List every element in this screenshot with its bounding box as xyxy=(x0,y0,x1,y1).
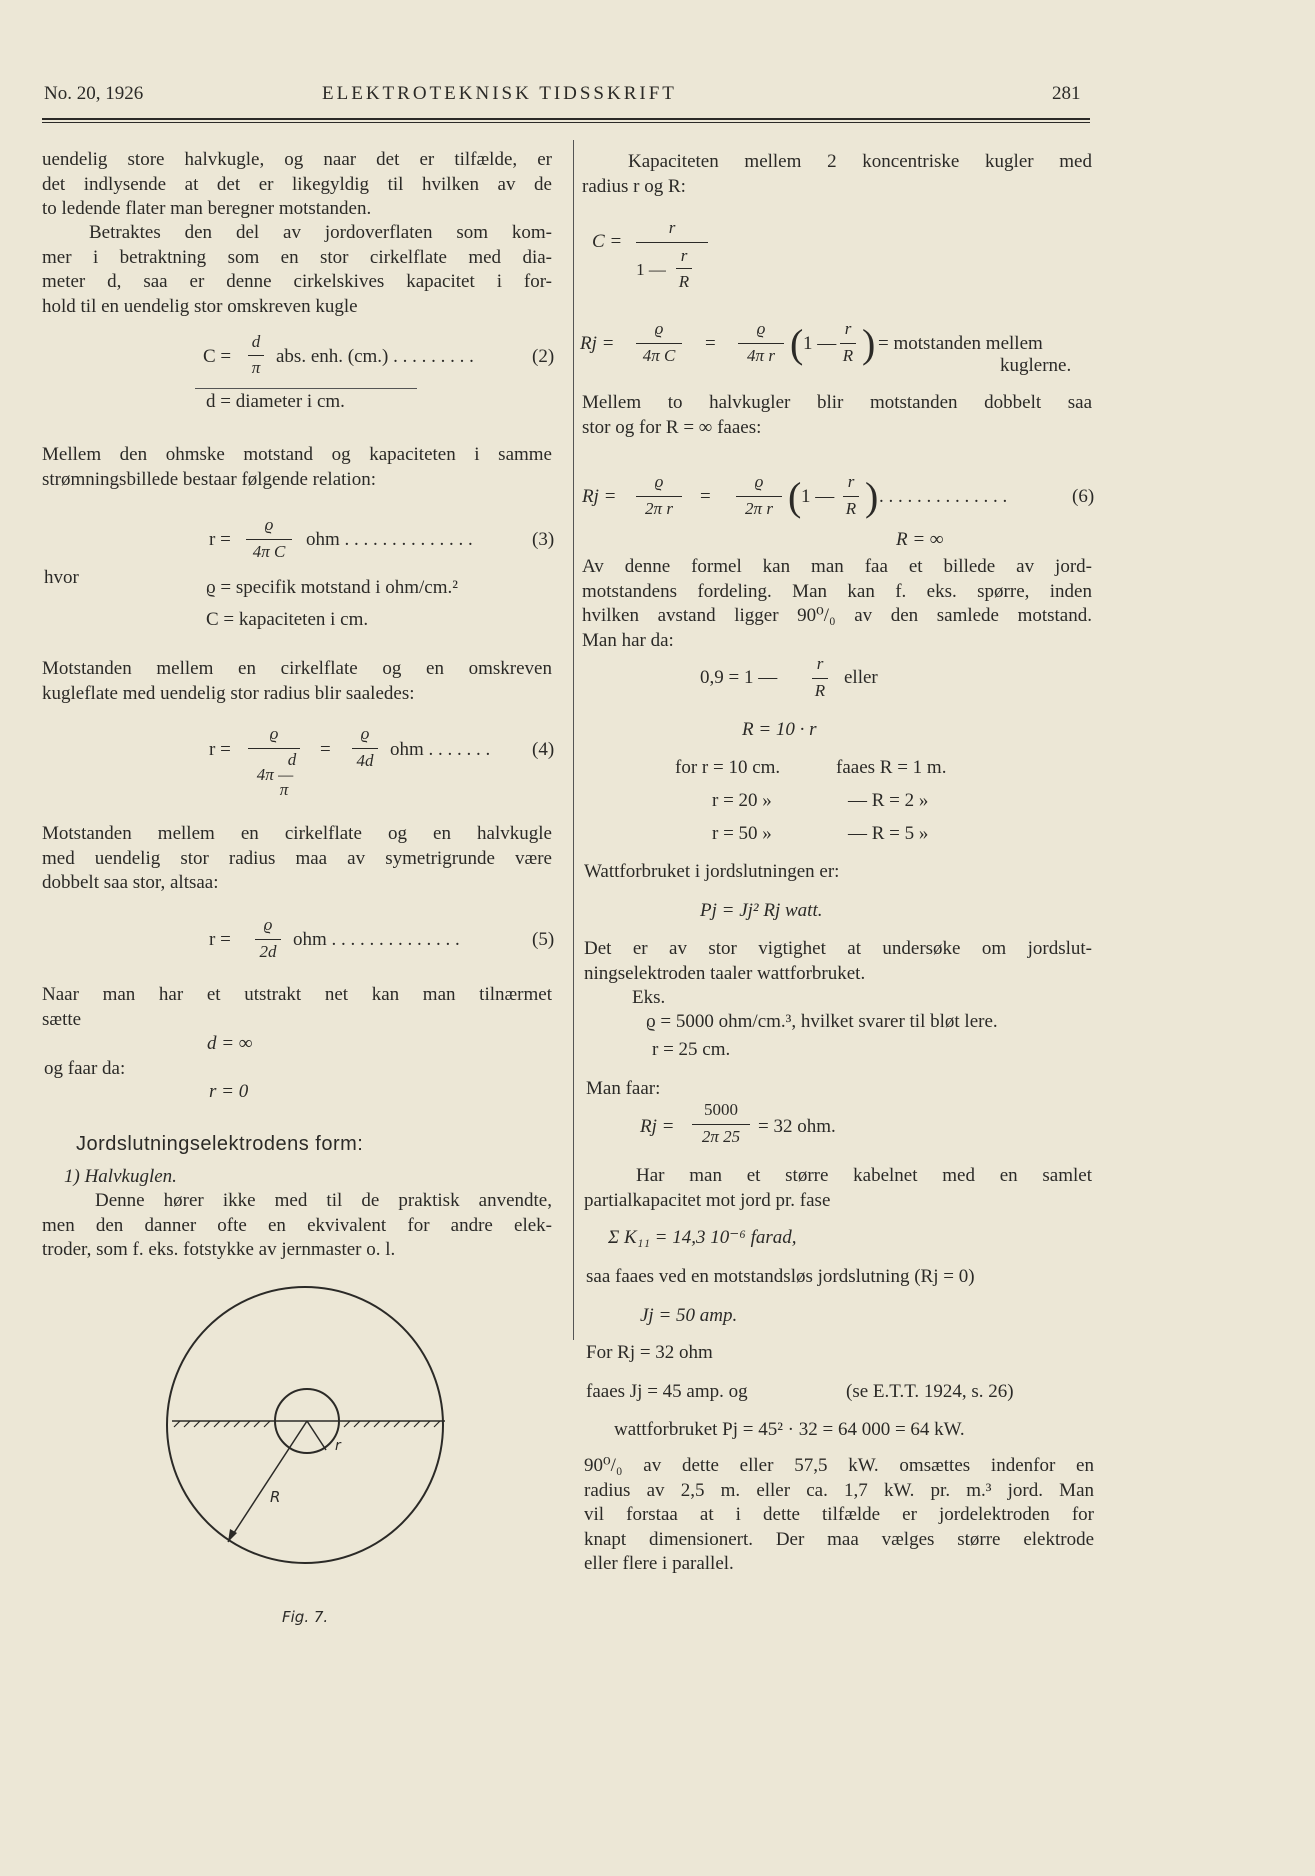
figure-7-hemisphere-diagram xyxy=(150,1270,460,1640)
header-rule-thin xyxy=(42,122,1090,123)
c-definition: C = kapaciteten i cm. xyxy=(206,609,369,630)
rho-value: ϱ = 5000 ohm/cm.³, hvilket svarer til bløt lere. xyxy=(646,1011,998,1032)
right-para-2: Mellem to halvkugler blir motstanden dobbelt saa stor og for R = ∞ faaes: xyxy=(582,392,1092,438)
right-para-4: Wattforbruket i jordslutningen er: xyxy=(584,861,840,882)
equation-r-ten: R = 10 · r xyxy=(742,719,817,740)
journal-title: ELEKTROTEKNISK TIDSSKRIFT xyxy=(322,83,677,104)
label-R: R xyxy=(270,1488,281,1506)
table-row: — R = 5 » xyxy=(848,823,929,844)
label-r: r xyxy=(335,1438,341,1454)
d-infinity: d = ∞ xyxy=(207,1033,253,1054)
right-para-3: Av denne formel kan man faa et billede av jord- motstandens fordeling. Man kan f. eks. spørre, inden hvilken avstand ligger 90⁰/₀ av den samlede motstand. Man har da: xyxy=(582,556,1092,651)
left-para-7: Denne hører ikke med til de praktisk anvendte, men den danner ofte en ekvivalent for andre elek- troder, som f. eks. fotstykke av jernmaster o. l. xyxy=(42,1190,552,1260)
wattforbruket-line: wattforbruket Pj = 45² · 32 = 64 000 = 64 kW. xyxy=(614,1419,965,1440)
separator-line xyxy=(195,388,417,389)
man-faar: Man faar: xyxy=(586,1078,661,1099)
left-para-2: Betraktes den del av jordoverflaten som kom- mer i betraktning som en stor cirkelflate med dia- meter d, saa er denne cirkelskives kapacitet i for- hold til en uendelig stor omskreven kugle xyxy=(42,222,552,317)
radius-r-line xyxy=(307,1421,326,1450)
r-zero: r = 0 xyxy=(209,1081,249,1102)
table-row: r = 20 » xyxy=(712,790,772,811)
right-para-1: Kapaciteten mellem 2 koncentriske kugler med radius r og R: xyxy=(582,151,1092,197)
column-divider xyxy=(573,140,574,1340)
table-row: for r = 10 cm. xyxy=(675,757,781,778)
right-para-8: 90⁰/₀ av dette eller 57,5 kW. omsættes indenfor en radius av 2,5 m. eller ca. 1,7 kW. pr. m.³ jord. Man vil forstaa at i dette tilfælde er jordelektroden for knapt dimensionert. Der maa vælges større elektrode eller flere i parallel. xyxy=(584,1455,1094,1574)
right-para-6: Har man et større kabelnet med en samlet partialkapacitet mot jord pr. fase xyxy=(584,1165,1092,1211)
equation-sum-k: Σ K₁₁ = 14,3 10⁻⁶ farad, xyxy=(608,1227,797,1248)
equation-jj-50: Jj = 50 amp. xyxy=(640,1305,738,1326)
issue-number: No. 20, 1926 xyxy=(44,83,144,104)
equation-power: Pj = Jj² Rj watt. xyxy=(700,900,823,921)
d-definition: d = diameter i cm. xyxy=(206,391,345,412)
right-para-7: saa faaes ved en motstandsløs jordslutning (Rj = 0) xyxy=(586,1266,975,1287)
page-number: 281 xyxy=(1052,83,1081,104)
eks-label: Eks. xyxy=(632,987,666,1008)
figure-caption: Fig. 7. xyxy=(282,1608,329,1626)
left-para-5: Motstanden mellem en cirkelflate og en halvkugle med uendelig stor radius maa av symetrigrunde være dobbelt saa stor, altsaa: xyxy=(42,823,552,893)
section-heading: Jordslutningselektrodens form: xyxy=(76,1133,364,1155)
radius-R-line xyxy=(228,1421,307,1542)
rho-definition: ϱ = specifik motstand i ohm/cm.² xyxy=(206,577,458,598)
for-rj-32: For Rj = 32 ohm xyxy=(586,1342,713,1363)
table-row: faaes R = 1 m. xyxy=(836,757,947,778)
hvor-label: hvor xyxy=(44,567,79,588)
reference: (se E.T.T. 1924, s. 26) xyxy=(846,1381,1014,1402)
item-halvkuglen: 1) Halvkuglen. xyxy=(64,1166,177,1187)
og-faar-da: og faar da: xyxy=(44,1058,126,1079)
right-para-5: Det er av stor vigtighet at undersøke om jordslut- ningselektroden taaler wattforbruket. xyxy=(584,938,1092,984)
left-para-6: Naar man har et utstrakt net kan man tilnærmet sætte xyxy=(42,984,552,1030)
table-row: r = 50 » xyxy=(712,823,772,844)
table-row: — R = 2 » xyxy=(848,790,929,811)
r-value: r = 25 cm. xyxy=(652,1039,731,1060)
left-para-3: Mellem den ohmske motstand og kapaciteten i samme strømningsbillede bestaar følgende relation: xyxy=(42,444,552,490)
left-para-1: uendelig store halvkugle, og naar det er tilfælde, er det indlysende at det er likegyldig til hvilken av de to ledende flater man beregner motstanden. xyxy=(42,149,552,219)
faaes-jj-45: faaes Jj = 45 amp. og xyxy=(586,1381,748,1402)
left-para-4: Motstanden mellem en cirkelflate og en omskreven kugleflate med uendelig stor radius blir saaledes: xyxy=(42,658,552,704)
header-rule xyxy=(42,118,1090,120)
